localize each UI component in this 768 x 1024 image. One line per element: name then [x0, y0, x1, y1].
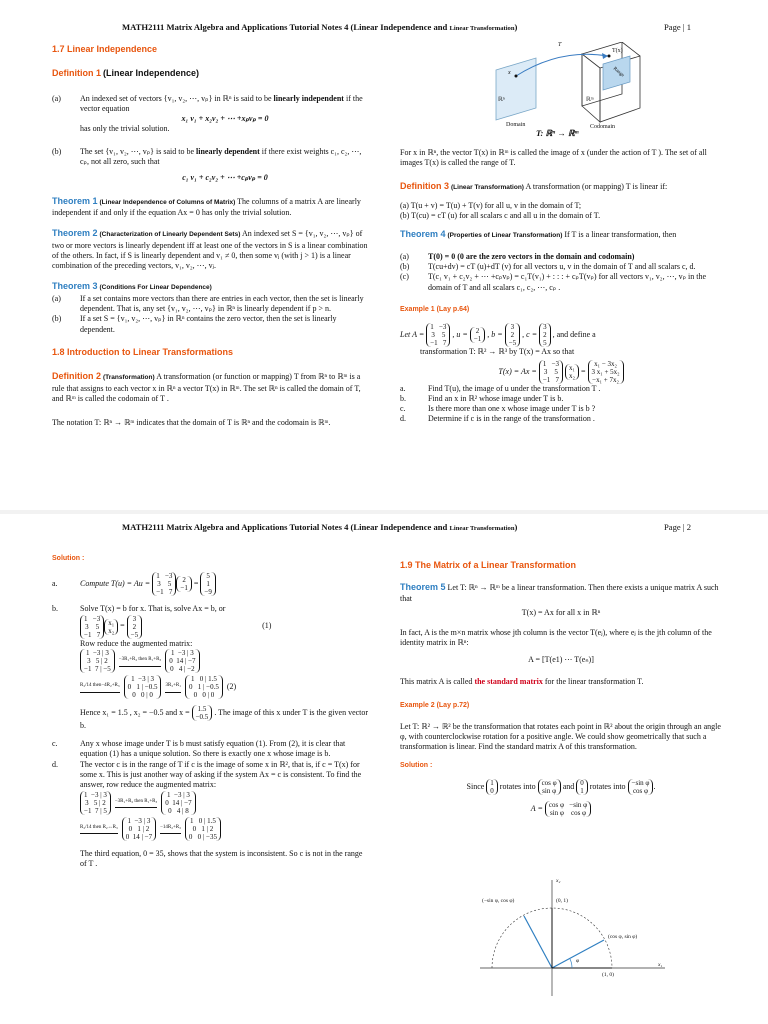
vector-solution	[192, 705, 213, 721]
matrix-row: −sin φ	[631, 778, 650, 787]
matrix-row: cos φ	[541, 778, 557, 787]
example-2-text: Let T: ℝ² → ℝ² be the transformation that rotates each point in ℝ² about the origin through an angle φ, with counterclockwise rotation for a positive angle. We could show geometrically that such a transformation is linear. Find the standard matrix A of this transformation.	[400, 721, 721, 752]
matrix-row: 0	[580, 778, 584, 787]
matrix-row: 1	[490, 778, 494, 787]
matrix-A	[539, 360, 563, 384]
matrix-row: 2	[510, 331, 515, 340]
matrix-row: −1 7 | 5	[84, 806, 107, 815]
matrix-row: 3	[510, 323, 515, 332]
standard-matrix-paragraph: This matrix A is called the standard matrix for the linear transformation T.	[400, 677, 644, 687]
definition-3: Definition 3 (Linear Transformation) A transformation (or mapping) T is linear if:	[400, 180, 668, 191]
matrix-row: −1 7	[542, 375, 560, 384]
augmented-matrix	[185, 675, 223, 699]
matrix-A	[426, 323, 450, 347]
vector-Tu	[200, 572, 215, 596]
matrix-row: 5	[206, 572, 210, 581]
matrix-row: 0 1 | 2	[128, 824, 150, 833]
matrix-row: 3	[543, 323, 547, 332]
section-title: 1.8 Introduction to Linear Transformations	[52, 346, 234, 357]
matrix-row: 1 −3 | 3	[127, 816, 151, 825]
theorem-5-equation: T(x) = Ax for all x in ℝⁿ	[521, 607, 601, 617]
example-1-definition: Let A = 1 −3 3 5 −1 7 , u = 2 −1 , b = 3 2 −5 , c = 3 2 5 , and define a	[400, 323, 596, 348]
theorem-4b: (b) T(cu+dv) = cT (u)+dT (v) for all vectors u, v in the domain of T and all scalars c, d.	[400, 262, 696, 272]
matrix-row: −0.5	[195, 712, 209, 721]
example-1-transform: transformation T: ℝ² → ℝ³ by T(x) = Ax so that	[420, 347, 575, 357]
matrix-row: 1 −3	[84, 614, 101, 623]
right-column-2	[400, 560, 722, 817]
matrix-row: −1 7	[156, 588, 173, 597]
theorem-4: Theorem 4 (Properties of Linear Transformation) If T is a linear transformation, then	[400, 229, 677, 240]
matrix-row: x₁	[108, 618, 115, 627]
page-header: MATH2111 Matrix Algebra and Applications Tutorial Notes 4 (Linear Independence and Linear Transformation)	[122, 522, 518, 532]
matrix-row: 3 5 | 2	[85, 798, 106, 807]
example-1-Tx: T(x) = Ax = 1 −3 3 5 −1 7 x₁ x₂ = x₁ − 3x₂ 3 x₁ + 5x₂ −x₁ + 7x₂	[400, 360, 722, 384]
row-reduce-c-2: R₂/14 then R₂↔R₃ 1 −3 | 3 0 1 | 2 0 14 | −7 −14R₂+R₃ 1 0 | 1.5 0 1 | 2 0 0 | −35	[80, 817, 370, 841]
rotation-diagram	[470, 878, 670, 998]
matrix-row: 2	[475, 327, 480, 336]
theorem-3b: (b) If a set S = {v₁, v₂, ⋯, vₚ} in ℝⁿ contains the zero vector, then the set is linearly dependent.	[52, 314, 337, 334]
notation-paragraph: The notation T: ℝⁿ → ℝᵐ indicates that the domain of T is ℝⁿ and the codomain is ℝᵐ.	[52, 418, 331, 428]
solution-a: a. Compute T(u) = Au = 1 −3 3 5 −1 7 2 −1 = 5 1 −9	[52, 572, 370, 596]
matrix-row: −1	[180, 584, 188, 593]
matrix-row: 1 −3	[430, 323, 447, 332]
matrix-row: 2	[543, 331, 547, 340]
section-title: 1.9 The Matrix of a Linear Transformation	[400, 560, 577, 570]
theorem-3a: (a) If a set contains more vectors than there are entries in each vector, then the set is linearly dependent. That is, any set {v₁, v₂, ⋯, vₚ} in ℝⁿ is linearly dependent if p > n.	[52, 293, 364, 314]
vector-c	[539, 323, 551, 347]
matrix-row: −5	[508, 339, 517, 348]
matrix-row: −1 7	[84, 630, 101, 639]
section-title: 1.7 Linear Independence	[52, 44, 158, 54]
matrix-row: 2	[132, 622, 137, 631]
solution-b: b. Solve T(x) = b for x. That is, solve Ax = b, or	[52, 604, 226, 614]
matrix-row: 0 0 | 0	[193, 690, 215, 699]
matrix-row: −5	[130, 630, 139, 639]
matrix-row: 3 5 | 2	[87, 656, 108, 665]
example-1-label: Example 1 (Lay p.64)	[400, 305, 470, 313]
left-column-1	[52, 44, 370, 428]
vector-x	[104, 619, 118, 635]
right-column-1	[400, 148, 722, 425]
example-2-label: Example 2 (Lay p.72)	[400, 702, 470, 710]
definition-3b: (b) T(cu) = cT (u) for all scalars c and all u in the domain of T.	[400, 211, 601, 221]
matrix-row: −1	[473, 335, 482, 344]
augmented-matrix	[185, 817, 221, 841]
matrix-row: x₂	[108, 626, 115, 635]
matrix-row: 1 −3	[542, 359, 560, 368]
equation-1: 1 −3 3 5 −1 7 x₁ x₂ = 3 2 −5 (1)	[80, 615, 370, 639]
matrix-row: 3	[132, 614, 137, 623]
page-header: MATH2111 Matrix Algebra and Applications Tutorial Notes 4 (Linear Independence and Linear Transformation)	[122, 22, 518, 32]
definition-1a: (a) An indexed set of vectors {v₁, v₂, ⋯, vₚ} in ℝⁿ is said to be linearly independent if the vector equation x₁ v₁ + x₂v₂ + ⋯ +xₚvₚ = 0 has only the trivial solution.	[52, 93, 363, 134]
theorem-1: Theorem 1 (Linear Independence of Columns of Matrix) The columns of a matrix A are linearly independent if and only if the equation Ax = 0 has only the trivial solution.	[52, 195, 361, 217]
vector-rotated-e2	[628, 779, 654, 795]
vector-e2	[576, 779, 588, 795]
matrix-row: x₁ − 3x₂	[594, 359, 617, 368]
solution-c: c. Any x whose image under T is b must satisfy equation (1). From (2), it is clear that equation (1) has a unique solution. So there is exactly one x whose image is b.	[52, 739, 346, 759]
vector-u	[176, 576, 191, 592]
vector-rotated-e1	[538, 779, 561, 795]
solution-label: Solution :	[52, 555, 85, 562]
hence-paragraph: Hence x₁ = 1.5 , x₂ = −0.5 and x = 1.5 −0.5 . The image of this x under T is the given vector b.	[80, 704, 369, 730]
matrix-row: cos φ	[632, 786, 649, 795]
page-2	[0, 514, 768, 1024]
matrix-row: 0 0 | 0	[132, 690, 153, 699]
vector-x	[565, 364, 579, 380]
matrix-row: −1 7	[430, 339, 447, 348]
matrix-A	[80, 615, 104, 639]
standard-matrix-equation: A = [T(e1) ⋯ T(eₙ)]	[528, 654, 594, 664]
theorem-4a: (a) T(0) = 0 (0 are the zero vectors in the domain and codomain)	[400, 251, 635, 261]
matrix-rotation	[545, 801, 591, 817]
figure-caption: T: ℝⁿ → ℝᵐ	[536, 128, 579, 138]
matrix-row: 0 4 | −2	[170, 664, 195, 673]
definition-3a: (a) T(u + v) = T(u) + T(v) for all u, v in the domain of T;	[400, 200, 582, 210]
matrix-row: 0 14 | −7	[165, 798, 192, 807]
rotation-columns: Since 1 0 rotates into cos φ sin φ and 0 1 rotates into −sin φ cos φ .	[466, 778, 656, 795]
matrix-row: 1	[206, 580, 210, 589]
matrix-row: 3 5	[157, 580, 172, 589]
augmented-matrix	[124, 675, 162, 699]
matrix-row: 3 5	[85, 622, 100, 631]
augmented-matrix	[80, 791, 111, 815]
augmented-matrix	[80, 649, 115, 673]
example-1c: c. Is there more than one x whose image under T is b ?	[400, 404, 596, 414]
matrix-row: 0 4 | 8	[168, 806, 189, 815]
row-reduce-b-1: 1 −3 | 3 3 5 | 2 −1 7 | −5 −3R₁+R₂ then R₁+R₃ 1 −3 | 3 0 14 | −7 0 4 | −2	[80, 649, 370, 673]
infact-paragraph: In fact, A is the m×n matrix whose jth column is the vector T(eⱼ), where eⱼ is the jth column of the identity matrix in ℝⁿ:	[400, 628, 712, 648]
image-paragraph: For x in ℝⁿ, the vector T(x) in ℝᵐ is called the image of x (under the action of T ). The set of all images T(x) is called the range of T.	[400, 148, 707, 168]
matrix-row: 1 −3 | 3	[85, 648, 109, 657]
definition-1-heading: Definition 1 (Linear Independence)	[52, 68, 200, 79]
matrix-row: sin φ cos φ	[550, 808, 587, 817]
theorem-4c: (c) T(c₁ v₁ + c₂v₂ + ⋯ +cₚvₚ) = c₁T(v₁) + : : : + cₚT(vₚ) for all vectors v₁, v₂, ⋯, vₚ in the domain of T and all scalars c₁, c₂, ⋯, cₚ .	[400, 272, 706, 292]
page-1	[0, 0, 768, 510]
matrix-row: 1 −3 | 3	[170, 648, 194, 657]
matrix-row: 1 −3 | 3	[84, 790, 107, 799]
matrix-row: 1 −3 | 3	[167, 790, 190, 799]
theorem-3-heading: Theorem 3 (Conditions For Linear Dependence)	[52, 281, 212, 292]
matrix-row: −1 7 | −5	[84, 664, 111, 673]
matrix-row: 0 0 | −35	[188, 832, 217, 841]
matrix-row: 3 5	[543, 367, 558, 376]
augmented-matrix	[122, 817, 156, 841]
matrix-row: 1 0 | 1.5	[190, 674, 217, 683]
vector-e1	[486, 779, 498, 795]
theorem-2: Theorem 2 (Characterization of Linearly Dependent Sets) An indexed set S = {v₁, v₂, ⋯, vₚ} of two or more vectors is linearly dependent iff at least one of the vectors in S is a linear combination of the others. In fact, if S is linearly dependent and v₁ ≠ 0, then some vⱼ (with j > 1) is a linear combination of the preceding vectors, v₁, v₂, ⋯, vⱼ.	[52, 228, 368, 271]
matrix-row: 5	[543, 339, 547, 348]
matrix-row: 3 5	[431, 331, 446, 340]
matrix-row: 0 14 | −7	[169, 656, 196, 665]
row-reduce-c-1: 1 −3 | 3 3 5 | 2 −1 7 | 5 −3R₁+R₂ then R₁+R₃ 1 −3 | 3 0 14 | −7 0 4 | 8	[80, 791, 370, 815]
augmented-matrix	[161, 791, 195, 815]
matrix-row: 3 x₁ + 5x₂	[591, 367, 620, 376]
page-number: Page | 2	[664, 522, 692, 532]
matrix-row: −x₁ + 7x₂	[592, 375, 619, 384]
matrix-row: 2	[182, 576, 186, 585]
definition-2: Definition 2 (Transformation) A transformation (or function or mapping) T from ℝⁿ to ℝᵐ is a rule that assigns to each vector x in ℝⁿ a vector T(x) in ℝᵐ. The set ℝⁿ is called the domain of T, and ℝᵐ is called the codomain of T .	[52, 371, 361, 403]
example-1a: a. Find T(u), the image of u under the transformation T .	[400, 383, 601, 393]
matrix-row: 1 −3 | 3	[131, 674, 154, 683]
matrix-row: sin φ	[542, 786, 557, 795]
inconsistent-paragraph: The third equation, 0 = 35, shows that the system is inconsistent. So c is not in the range of T .	[80, 848, 363, 868]
vector-b	[127, 615, 142, 639]
matrix-row: x₁	[569, 363, 575, 372]
matrix-A	[152, 572, 176, 596]
augmented-matrix	[165, 649, 199, 673]
matrix-row: 1.5	[197, 704, 207, 713]
matrix-row: x₂	[569, 371, 575, 380]
matrix-row: 1	[580, 786, 584, 795]
vector-u	[470, 327, 485, 343]
example-1d: d. Determine if c is in the range of the transformation .	[400, 414, 595, 424]
solution-2-label: Solution :	[400, 761, 433, 769]
transformation-figure: Domain Codomain Range T x T(x) ℝⁿ ℝᵐ	[490, 42, 650, 140]
vector-Ax	[588, 360, 624, 384]
rotation-matrix: A = cos φ −sin φ sin φ cos φ	[400, 801, 722, 817]
matrix-row: 1 −3	[156, 572, 173, 581]
theorem-5: Theorem 5 Let T: ℝⁿ → ℝᵐ be a linear transformation. Then there exists a unique matrix A such that	[400, 582, 719, 603]
matrix-row: 0	[490, 786, 494, 795]
matrix-row: −9	[204, 588, 212, 597]
matrix-row: 0 14 | −7	[125, 832, 153, 841]
matrix-row: 0 1 | −0.5	[127, 682, 158, 691]
matrix-row: 0 1 | −0.5	[188, 682, 219, 691]
row-reduce-b-2: R₂/14 then−4R₂+R₃ 1 −3 | 3 0 1 | −0.5 0 0 | 0 3R₂+R₁ 1 0 | 1.5 0 1 | −0.5 0 0 | 0 (2)	[80, 674, 237, 699]
page-number: Page | 1	[664, 22, 692, 32]
row-reduce-text: Row reduce the augmented matrix:	[80, 638, 193, 648]
vector-b	[505, 323, 520, 347]
rotation-figure: (−sin φ, cos φ) (0, 1) (cos φ, sin φ) (1, 0) φ x₁ x₂	[470, 878, 670, 998]
matrix-row: cos φ −sin φ	[548, 800, 588, 809]
matrix-row: 0 1 | 2	[192, 824, 214, 833]
example-1b: b. Find an x in ℝ² whose image under T is b.	[400, 393, 564, 403]
definition-1b: (b) The set {v₁, v₂, ⋯, vₚ} is said to be linearly dependent if there exist weights c₁, c₂, ⋯, cₚ, not all zero, such that c₁ v₁ + c₂v₂ + ⋯ +cₚvₚ = 0	[52, 146, 362, 183]
solution-d: d. The vector c is in the range of T if c is the image of some x in ℝ², that is, if c = T(x) for some x. This is just another way of asking if the system Ax = c is consistent. To find the answer, row reduce the augmented matrix:	[52, 759, 362, 790]
left-column-2	[52, 554, 370, 869]
matrix-row: 1 0 | 1.5	[189, 816, 216, 825]
